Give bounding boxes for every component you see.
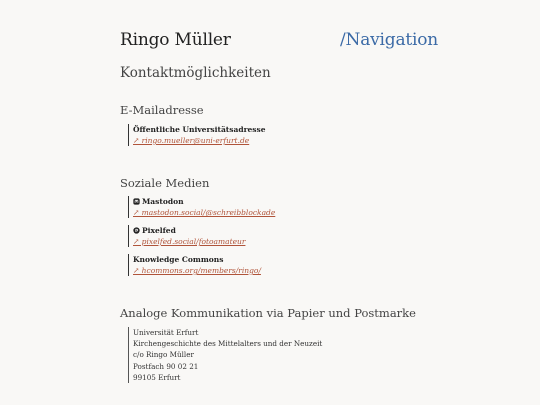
email-entry [128,124,266,146]
navigation-link[interactable]: /Navigation [340,30,439,50]
page-title: Kontaktmöglichkeiten [120,65,271,81]
pixelfed-title: Pixelfed [133,225,245,236]
knowledge-commons-link[interactable]: ↗ hcommons.org/members/ringo/ [133,266,261,275]
address-line: c/o Ringo Müller [133,350,194,360]
social-entry-knowledge-commons [128,254,261,276]
social-section-heading: Soziale Medien [120,176,210,190]
email-link[interactable]: ↗ ringo.mueller@uni-erfurt.de [133,136,250,145]
social-entry-mastodon [128,196,275,218]
email-entry-title: Öffentliche Universitätsadresse [133,125,266,134]
address-line: 99105 Erfurt [133,372,181,382]
mastodon-title: Mastodon [133,196,275,207]
address-line: Kirchengeschichte des Mittelalters und der Neuzeit [133,339,323,349]
address-line: Postfach 90 02 21 [133,361,199,371]
social-entry-pixelfed [128,225,245,247]
pixelfed-link[interactable]: ↗ pixelfed.social/fotoamateur [133,237,246,246]
pixelfed-icon [133,227,140,234]
postal-address [128,327,322,383]
mastodon-link[interactable]: ↗ mastodon.social/@schreibblockade [133,208,276,217]
knowledge-commons-title: Knowledge Commons [133,255,224,264]
site-title-link[interactable]: Ringo Müller [120,30,231,50]
email-section-heading: E-Mailadresse [120,103,204,117]
postal-section-heading: Analoge Kommunikation via Papier und Postmarke [120,306,416,320]
address-line: Universität Erfurt [133,328,199,337]
mastodon-icon [133,198,140,205]
